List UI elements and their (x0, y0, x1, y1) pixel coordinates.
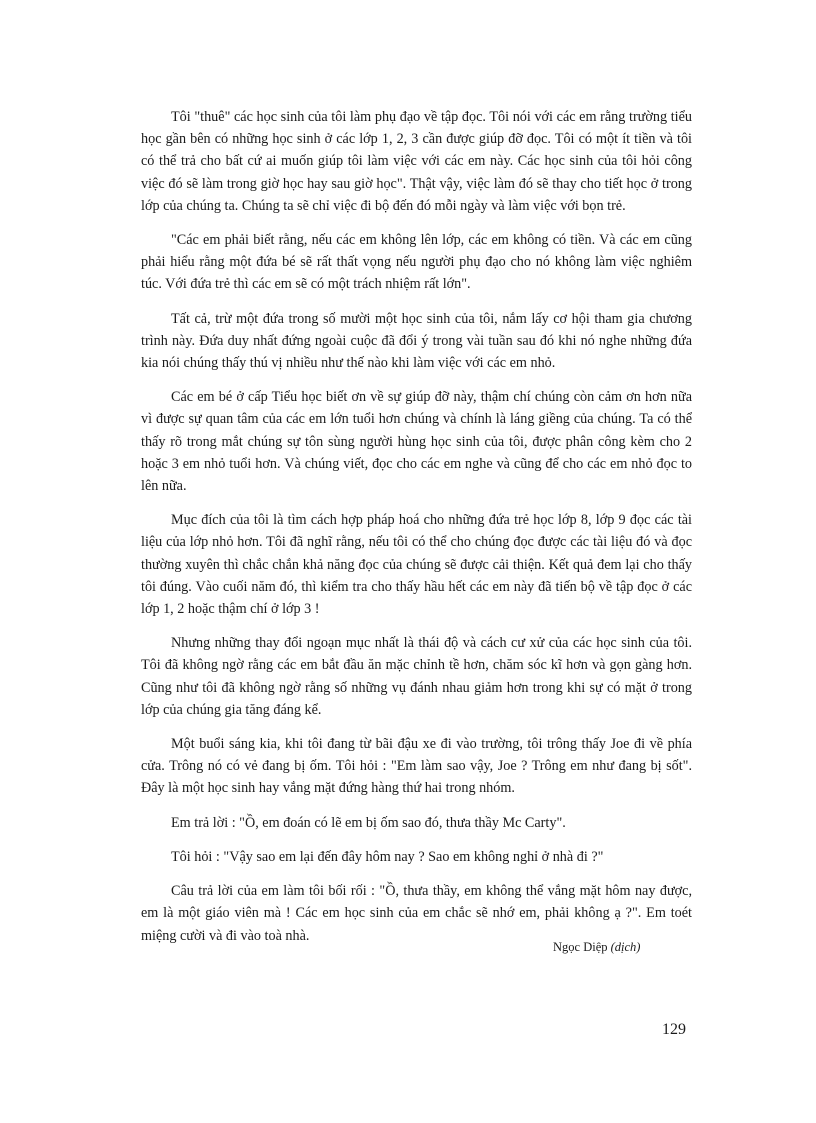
paragraph-6: Nhưng những thay đổi ngoạn mục nhất là thái độ và cách cư xử của các học sinh của tôi. Tôi đã không ngờ rằng các em bắt đầu ăn mặc chỉnh tề hơn, chăm sóc kĩ hơn và gọn gàng hơn. Cũng như tôi đã không ngờ rằng số những vụ đánh nhau giảm hơn trong khi sự có mặt ở trong lớp của chúng gia tăng đáng kể. (141, 635, 692, 718)
paragraph-3: Tất cả, trừ một đứa trong số mười một học sinh của tôi, nắm lấy cơ hội tham gia chương trình này. Đứa duy nhất đứng ngoài cuộc đã đổi ý trong vài tuần sau đó khi nó nghe những đứa kia nói chúng thấy thú vị nhiều như thế nào khi làm việc với các em nhỏ. (141, 310, 692, 372)
paragraph-5: Mục đích của tôi là tìm cách hợp pháp hoá cho những đứa trẻ học lớp 8, lớp 9 đọc các tài liệu của lớp nhỏ hơn. Tôi đã nghĩ rằng, nếu tôi có thể cho chúng đọc được các tài liệu đó và đọc thường xuyên thì chắc chắn khả năng đọc của chúng sẽ được cải thiện. Kết quả đem lại cho thấy tôi đúng. Vào cuối năm đó, thì kiểm tra cho thấy hầu hết các em này đã tiến bộ về tập đọc ở các lớp 1, 2 hoặc thậm chí ở lớp 3 ! (141, 512, 692, 618)
article-body (141, 106, 692, 959)
paragraph-8: Em trả lời : "Ồ, em đoán có lẽ em bị ốm sao đó, thưa thầy Mc Carty". (171, 814, 566, 831)
translator-role: (dịch) (610, 940, 641, 954)
paragraph-1: Tôi "thuê" các học sinh của tôi làm phụ đạo về tập đọc. Tôi nói với các em rằng trường tiểu học gần bên có những học sinh ở các lớp 1, 2, 3 cần được giúp đỡ đọc. Tôi có một ít tiền và tôi có thể trả cho bất cứ ai muốn giúp tôi làm việc với các em này. Các học sinh của tôi hỏi công việc đó sẽ làm trong giờ học hay sau giờ học". Thật vậy, việc làm đó sẽ thay cho tiết học ở trong lớp của chúng ta. Chúng ta sẽ chỉ việc đi bộ đến đó mỗi ngày và làm việc với bọn trẻ. (141, 109, 692, 214)
paragraph-2: "Các em phải biết rằng, nếu các em không lên lớp, các em không có tiền. Và các em cũng phải hiểu rằng một đứa bé sẽ rất thất vọng nếu người phụ đạo cho nó không làm việc nghiêm túc. Với đứa trẻ thì các em sẽ có một trách nhiệm rất lớn". (141, 232, 692, 293)
paragraph-9: Tôi hỏi : "Vậy sao em lại đến đây hôm nay ? Sao em không nghỉ ở nhà đi ?" (171, 848, 604, 865)
paragraph-4: Các em bé ở cấp Tiểu học biết ơn về sự giúp đỡ này, thậm chí chúng còn cảm ơn hơn nữa vì được sự quan tâm của các em lớn tuổi hơn chúng và chính là láng giềng của chúng. Ta có thể thấy rõ trong mắt chúng sự tôn sùng người hùng học sinh của tôi, được phân công kèm cho 2 hoặc 3 em nhỏ tuổi hơn. Và chúng viết, đọc cho các em nghe và cũng để cho các em nhỏ đọc to lên nữa. (141, 389, 692, 495)
translator-name: Ngọc Diệp (553, 940, 608, 954)
page-number: 129 (662, 1021, 686, 1038)
translator-credit (553, 939, 640, 955)
paragraph-7: Một buổi sáng kia, khi tôi đang từ bãi đậu xe đi vào trường, tôi trông thấy Joe đi về phía cửa. Trông nó có vẻ đang bị ốm. Tôi hỏi : "Em làm sao vậy, Joe ? Trông em như đang bị sốt". Đây là một học sinh hay vắng mặt đứng hàng thứ hai trong nhóm. (141, 736, 692, 797)
paragraph-10: Câu trả lời của em làm tôi bối rối : "Ồ, thưa thầy, em không thể vắng mặt hôm nay được, em là một giáo viên mà ! Các em học sinh của em chắc sẽ nhớ em, phải không ạ ?". Em toét miệng cười và đi vào toà nhà. (141, 883, 692, 944)
